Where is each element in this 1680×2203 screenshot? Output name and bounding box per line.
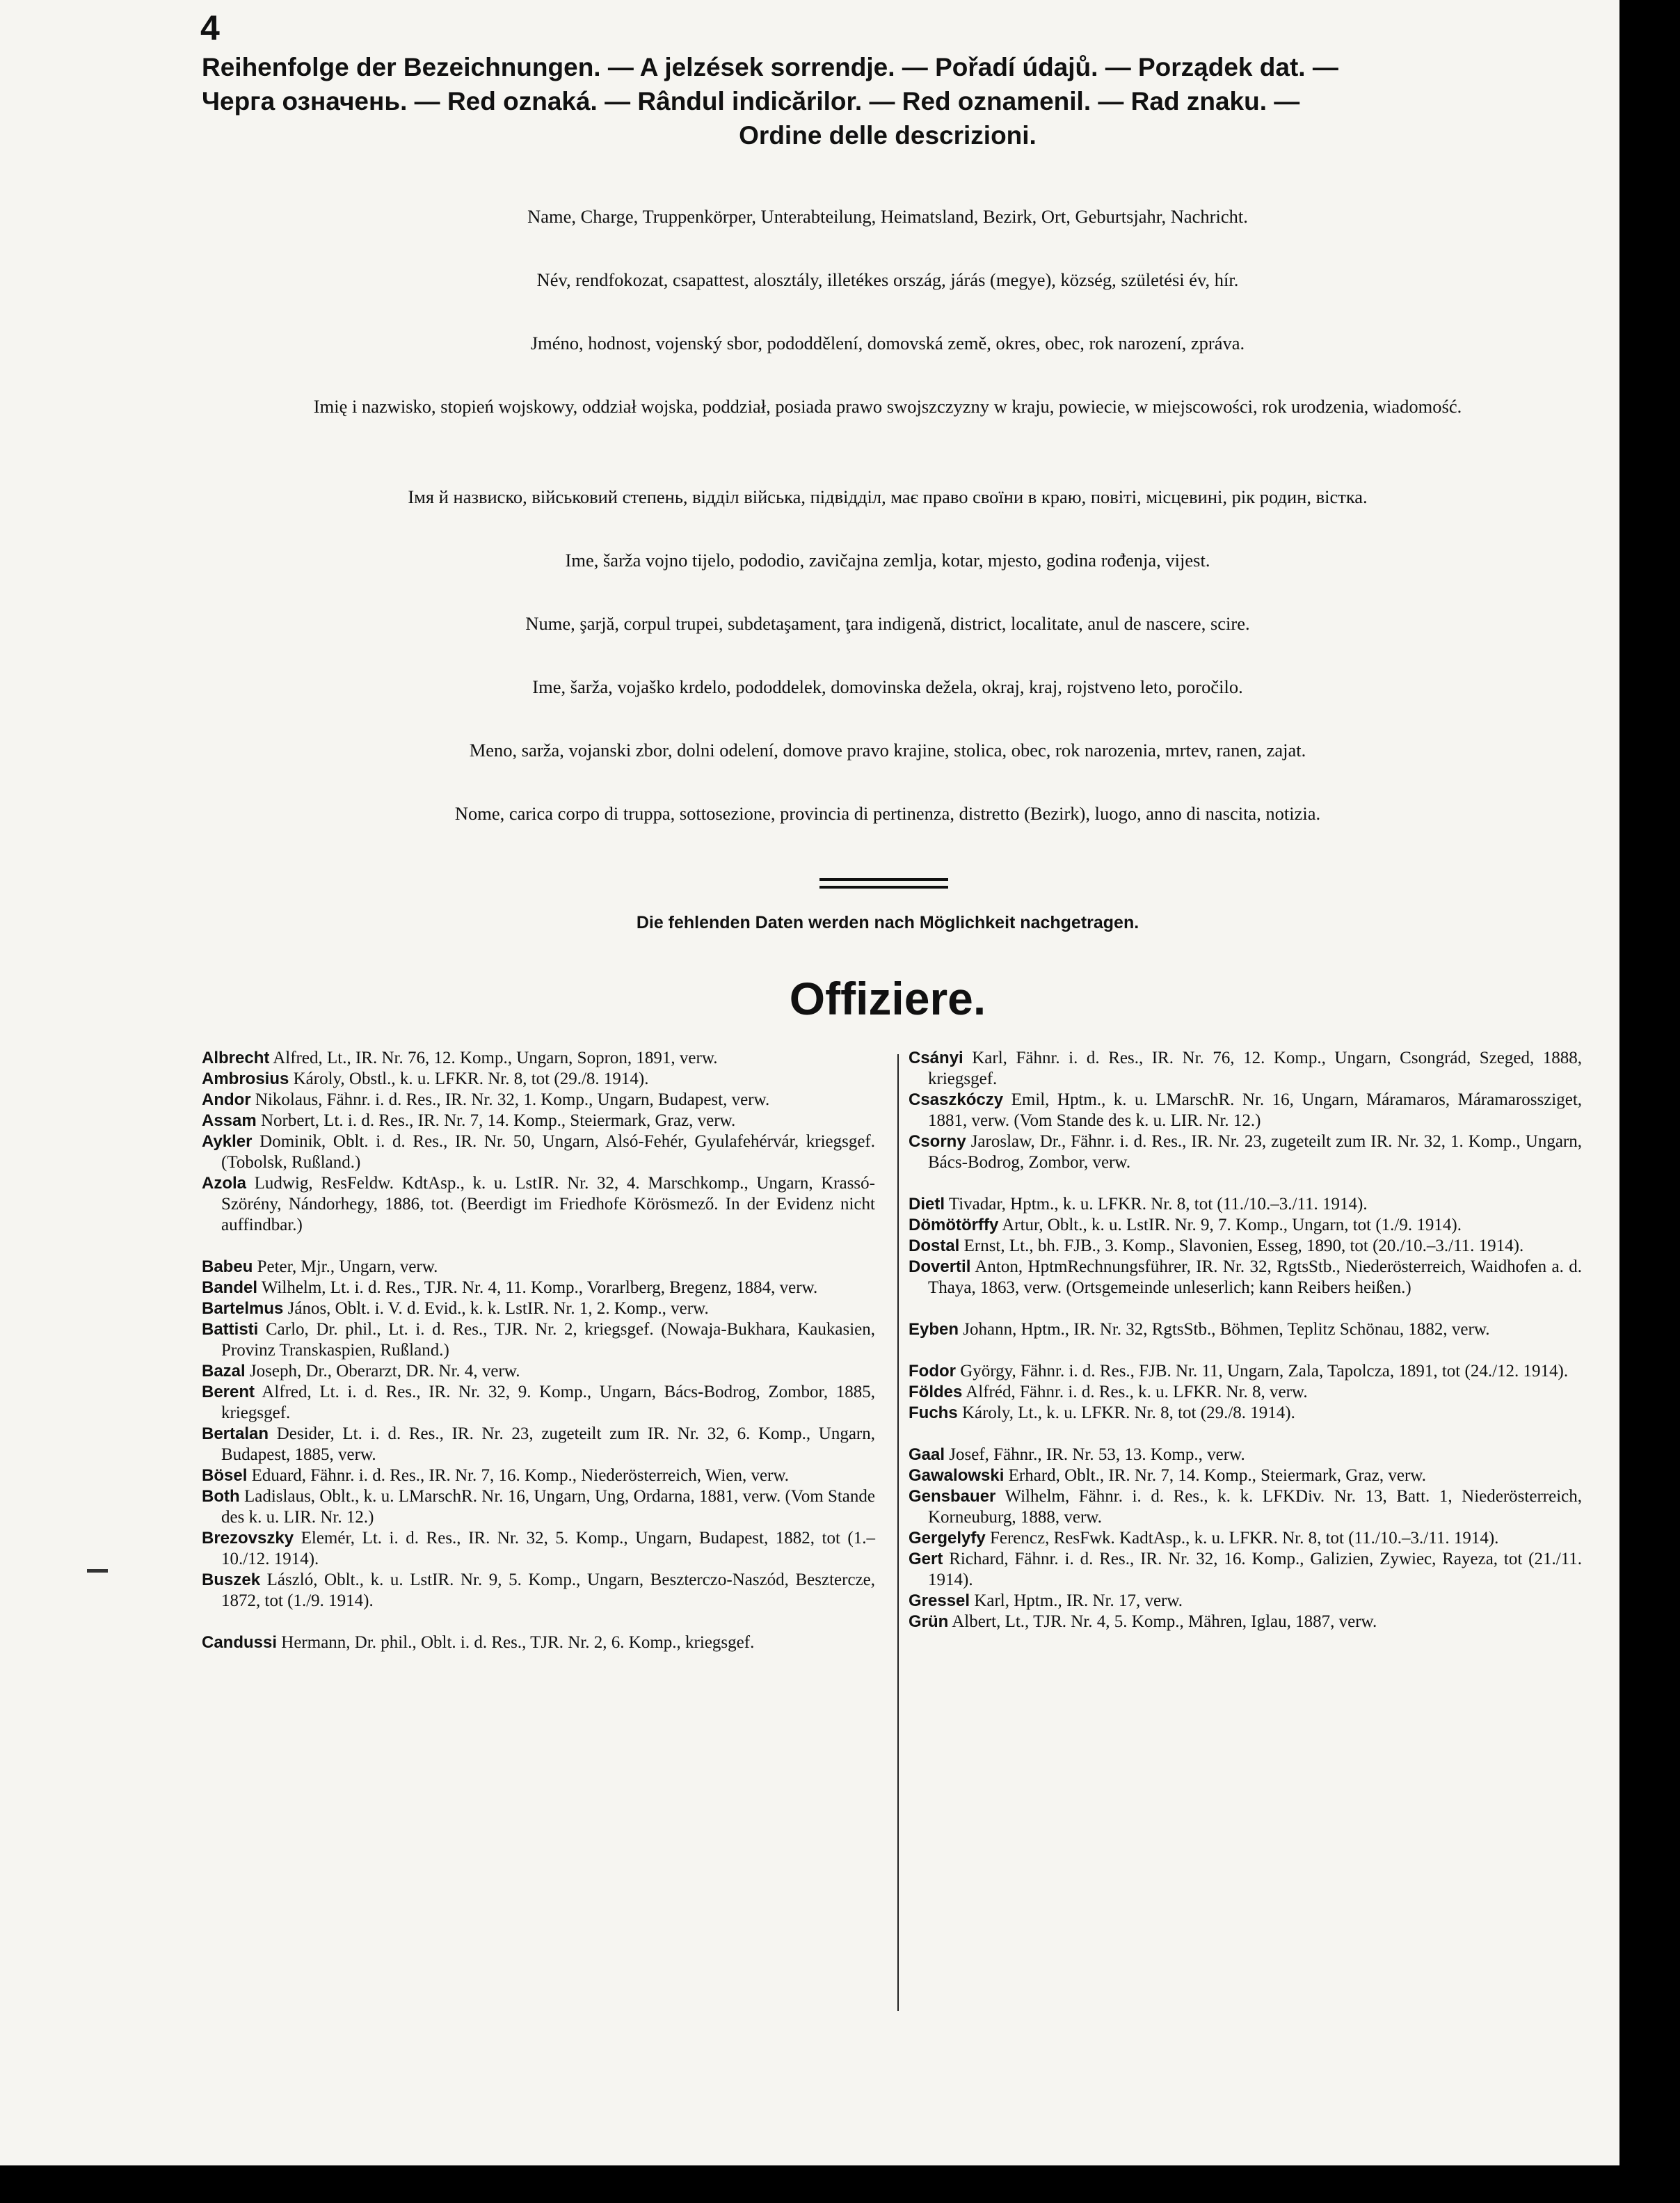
entry-details: Jaroslaw, Dr., Fähnr. i. d. Res., IR. Nr. 23, zugeteilt zum IR. Nr. 32, 1. Komp., Ungarn, Bács-Bodrog, Zombor, verw. <box>928 1132 1582 1172</box>
casualty-entry <box>909 1257 1582 1298</box>
section-title: Offiziere. <box>789 973 986 1024</box>
entry-details: László, Oblt., k. u. LstIR. Nr. 9, 5. Komp., Ungarn, Beszterczo-Naszód, Besztercze, 1872, tot (1./9. 1914). <box>221 1570 875 1610</box>
casualty-entry <box>909 1361 1582 1382</box>
surname: Eyben <box>909 1320 959 1339</box>
casualty-entry <box>909 1549 1582 1591</box>
surname: Both <box>202 1487 240 1506</box>
surname: Gergelyfy <box>909 1529 986 1548</box>
letter-group-gap <box>909 1298 1582 1319</box>
casualty-entry <box>909 1131 1582 1173</box>
entry-details: Ladislaus, Oblt., k. u. LMarschR. Nr. 16, Ungarn, Ung, Ordarna, 1881, verw. (Vom Stande des k. u. LIR. Nr. 12.) <box>221 1487 876 1527</box>
entry-details: Elemér, Lt. i. d. Res., IR. Nr. 32, 5. Komp., Ungarn, Budapest, 1882, tot (1.–10./12. 1914). <box>221 1529 876 1568</box>
entry-details: Joseph, Dr., Oberarzt, DR. Nr. 4, verw. <box>249 1362 520 1381</box>
surname: Fuchs <box>909 1403 958 1422</box>
surname: Gressel <box>909 1591 970 1610</box>
casualty-entry <box>909 1528 1582 1549</box>
casualty-entry <box>202 1382 875 1424</box>
surname: Csorny <box>909 1132 966 1151</box>
casualty-entry <box>909 1090 1582 1131</box>
surname: Gensbauer <box>909 1487 996 1506</box>
entry-details: Alfréd, Fähnr. i. d. Res., k. u. LFKR. Nr. 8, verw. <box>966 1383 1308 1401</box>
casualty-entry <box>909 1236 1582 1257</box>
entry-details: Johann, Hptm., IR. Nr. 32, RgtsStb., Böhmen, Teplitz Schönau, 1882, verw. <box>963 1320 1490 1339</box>
description-romanian: Nume, şarjă, corpul trupei, subdetaşament, ţara indigenă, district, localitate, anul de nascere, scire. <box>525 613 1250 634</box>
field-descriptions <box>202 205 1574 866</box>
entry-details: Karl, Hptm., IR. Nr. 17, verw. <box>974 1591 1183 1610</box>
casualty-entry <box>202 1069 875 1090</box>
casualty-entry <box>909 1591 1582 1612</box>
casualty-entry <box>202 1131 875 1173</box>
letter-group-gap <box>909 1424 1582 1445</box>
casualty-entry <box>202 1298 875 1319</box>
entry-details: Károly, Lt., k. u. LFKR. Nr. 8, tot (29./8. 1914). <box>961 1403 1295 1422</box>
casualty-entry <box>202 1257 875 1278</box>
surname: Gert <box>909 1550 943 1568</box>
column-divider <box>897 1054 899 2011</box>
divider-rule <box>819 886 948 889</box>
casualty-entry <box>909 1048 1582 1090</box>
header-line: Черга означень. — Red oznaká. — Rândul indicărilor. — Red oznamenil. — Rad znaku. — <box>202 87 1300 116</box>
entry-details: Karl, Fähnr. i. d. Res., IR. Nr. 76, 12. Komp., Ungarn, Csongrád, Szeged, 1888, kriegsgef. <box>928 1049 1583 1088</box>
entry-details: Norbert, Lt. i. d. Res., IR. Nr. 7, 14. Komp., Steiermark, Graz, verw. <box>260 1111 736 1130</box>
surname: Berent <box>202 1383 255 1401</box>
casualty-entry <box>202 1319 875 1361</box>
surname: Dovertil <box>909 1257 971 1276</box>
casualty-entry <box>202 1048 875 1069</box>
surname: Bösel <box>202 1466 248 1485</box>
description-slovak: Meno, sarža, vojanski zbor, dolni odelení, domove pravo krajine, stolica, obec, rok narozenia, mrtev, ranen, zajat. <box>469 740 1306 761</box>
surname: Bandel <box>202 1278 258 1297</box>
surname: Bertalan <box>202 1424 269 1443</box>
surname: Csaszkóczy <box>909 1090 1004 1109</box>
entry-details: Anton, HptmRechnungsführer, IR. Nr. 32, RgtsStb., Niederösterreich, Waidhofen a. d. Thaya, 1863, verw. (Ortsgemeinde unleserlich; kann Reibers heißen.) <box>928 1257 1582 1297</box>
casualty-entry <box>909 1194 1582 1215</box>
surname: Földes <box>909 1383 963 1401</box>
casualty-entry <box>202 1278 875 1298</box>
surname: Bazal <box>202 1362 246 1381</box>
entry-details: Artur, Oblt., k. u. LstIR. Nr. 9, 7. Komp., Ungarn, tot (1./9. 1914). <box>1002 1216 1462 1234</box>
entry-details: Wilhelm, Fähnr. i. d. Res., k. k. LFKDiv. Nr. 13, Batt. 1, Niederösterreich, Korneuburg, 1888, verw. <box>928 1487 1582 1527</box>
casualty-entry <box>202 1173 875 1236</box>
surname: Grün <box>909 1612 949 1631</box>
entry-details: Hermann, Dr. phil., Oblt. i. d. Res., TJR. Nr. 2, 6. Komp., kriegsgef. <box>281 1633 755 1652</box>
surname: Azola <box>202 1174 247 1193</box>
casualty-entry <box>202 1486 875 1528</box>
letter-group-gap <box>909 1340 1582 1361</box>
description-croatian: Ime, šarža vojno tijelo, pododio, zavičajna zemlja, kotar, mjesto, godina rođenja, vijest. <box>565 550 1210 571</box>
surname: Bartelmus <box>202 1299 284 1318</box>
entry-details: Erhard, Oblt., IR. Nr. 7, 14. Komp., Steiermark, Graz, verw. <box>1008 1466 1426 1485</box>
description-german: Name, Charge, Truppenkörper, Unterabteilung, Heimatsland, Bezirk, Ort, Geburtsjahr, Nachricht. <box>527 206 1248 227</box>
right-column <box>909 1048 1582 1632</box>
casualty-entry <box>909 1382 1582 1403</box>
surname: Fodor <box>909 1362 956 1381</box>
entry-details: Ludwig, ResFeldw. KdtAsp., k. u. LstIR. Nr. 32, 4. Marschkomp., Ungarn, Krassó-Szörény, Nándorhegy, 1886, tot. (Beerdigt im Friedhofe Körösmező. In der Evidenz nicht auffindbar.) <box>221 1174 875 1234</box>
casualty-entry <box>909 1465 1582 1486</box>
casualty-entry <box>909 1215 1582 1236</box>
header-line: Ordine delle descrizioni. <box>739 121 1037 150</box>
letter-group-gap <box>909 1173 1582 1194</box>
surname: Candussi <box>202 1633 278 1652</box>
surname: Ambrosius <box>202 1069 289 1088</box>
entry-details: Ferencz, ResFwk. KadtAsp., k. u. LFKR. Nr. 8, tot (11./10.–3./11. 1914). <box>989 1529 1499 1548</box>
entry-details: György, Fähnr. i. d. Res., FJB. Nr. 11, Ungarn, Zala, Tapolcza, 1891, tot (24./12. 1914). <box>960 1362 1569 1381</box>
letter-group-gap <box>202 1612 875 1632</box>
surname: Csányi <box>909 1049 963 1067</box>
entry-details: Eduard, Fähnr. i. d. Res., IR. Nr. 7, 16. Komp., Niederösterreich, Wien, verw. <box>251 1466 790 1485</box>
entry-details: Alfred, Lt. i. d. Res., IR. Nr. 32, 9. Komp., Ungarn, Bács-Bodrog, Zombor, 1885, kriegsgef. <box>221 1383 875 1422</box>
surname: Dostal <box>909 1236 960 1255</box>
surname: Gawalowski <box>909 1466 1005 1485</box>
casualty-entry <box>202 1465 875 1486</box>
surname: Gaal <box>909 1445 945 1464</box>
casualty-entry <box>909 1319 1582 1340</box>
entry-details: Peter, Mjr., Ungarn, verw. <box>257 1257 438 1276</box>
entry-details: Josef, Fähnr., IR. Nr. 53, 13. Komp., verw. <box>949 1445 1245 1464</box>
description-polish: Imię i nazwisko, stopień wojskowy, oddział wojska, poddział, posiada prawo swojszczyzny w kraju, powiecie, w miejscowości, rok urodzenia, wiadomość. <box>313 396 1462 417</box>
casualty-entry <box>909 1445 1582 1465</box>
divider-rule <box>819 878 948 881</box>
entry-details: Tivadar, Hptm., k. u. LFKR. Nr. 8, tot (11./10.–3./11. 1914). <box>948 1195 1368 1214</box>
casualty-entry <box>202 1090 875 1111</box>
casualty-entry <box>202 1361 875 1382</box>
surname: Brezovszky <box>202 1529 294 1548</box>
surname: Dietl <box>909 1195 945 1214</box>
entry-details: Desider, Lt. i. d. Res., IR. Nr. 23, zugeteilt zum IR. Nr. 32, 6. Komp., Ungarn, Budapest, 1885, verw. <box>221 1424 876 1464</box>
casualty-entry <box>909 1403 1582 1424</box>
left-column <box>202 1048 875 1653</box>
entry-details: Wilhelm, Lt. i. d. Res., TJR. Nr. 4, 11. Komp., Vorarlberg, Bregenz, 1884, verw. <box>261 1278 818 1297</box>
entry-details: Albert, Lt., TJR. Nr. 4, 5. Komp., Mähren, Iglau, 1887, verw. <box>952 1612 1377 1631</box>
entry-details: Dominik, Oblt. i. d. Res., IR. Nr. 50, Ungarn, Alsó-Fehér, Gyulafehérvár, kriegsgef. (Tobolsk, Rußland.) <box>221 1132 876 1172</box>
casualty-entry <box>909 1612 1582 1632</box>
surname: Albrecht <box>202 1049 270 1067</box>
header-block <box>202 50 1574 152</box>
casualty-entry <box>202 1528 875 1570</box>
surname: Andor <box>202 1090 251 1109</box>
surname: Assam <box>202 1111 257 1130</box>
surname: Babeu <box>202 1257 253 1276</box>
casualty-entry <box>202 1570 875 1612</box>
description-italian: Nome, carica corpo di truppa, sottosezione, provincia di pertinenza, distretto (Bezirk), luogo, anno di nascita, notizia. <box>454 803 1321 824</box>
header-line: Reihenfolge der Bezeichnungen. — A jelzések sorrendje. — Pořadí údajů. — Porządek dat. — <box>202 53 1338 81</box>
page-number: 4 <box>200 8 220 47</box>
surname: Buszek <box>202 1570 261 1589</box>
surname: Aykler <box>202 1132 253 1151</box>
entry-details: Carlo, Dr. phil., Lt. i. d. Res., TJR. Nr. 2, kriegsgef. (Nowaja-Bukhara, Kaukasien, Provinz Transkaspien, Rußland.) <box>221 1320 876 1360</box>
casualty-entry <box>909 1486 1582 1528</box>
casualty-entry <box>202 1424 875 1465</box>
entry-details: Emil, Hptm., k. u. LMarschR. Nr. 16, Ungarn, Máramaros, Máramarossziget, 1881, verw. (Vom Stande des k. u. LIR. Nr. 12.) <box>928 1090 1583 1130</box>
description-hungarian: Név, rendfokozat, csapattest, alosztály, illetékes ország, járás (megye), község, születési év, hír. <box>536 269 1239 290</box>
description-ukrainian: Імя й назвиско, військовий степень, відділ війська, підвідділ, має право своїни в краю, повіті, місцевині, рік родин, вістка. <box>408 486 1368 507</box>
surname: Dömötörffy <box>909 1216 999 1234</box>
casualty-entry <box>202 1111 875 1131</box>
entry-details: Alfred, Lt., IR. Nr. 76, 12. Komp., Ungarn, Sopron, 1891, verw. <box>273 1049 718 1067</box>
entry-details: Richard, Fähnr. i. d. Res., IR. Nr. 32, 16. Komp., Galizien, Zywiec, Rayeza, tot (21./11. 1914). <box>928 1550 1583 1589</box>
entry-details: Nikolaus, Fähnr. i. d. Res., IR. Nr. 32, 1. Komp., Ungarn, Budapest, verw. <box>255 1090 770 1109</box>
entry-details: János, Oblt. i. V. d. Evid., k. k. LstIR. Nr. 1, 2. Komp., verw. <box>287 1299 709 1318</box>
description-slovene: Ime, šarža, vojaško krdelo, pododdelek, domovinska dežela, okraj, kraj, rojstveno leto, poročilo. <box>532 676 1243 697</box>
entry-details: Károly, Obstl., k. u. LFKR. Nr. 8, tot (29./8. 1914). <box>293 1069 649 1088</box>
casualty-entry <box>202 1632 875 1653</box>
entry-details: Ernst, Lt., bh. FJB., 3. Komp., Slavonien, Esseg, 1890, tot (20./10.–3./11. 1914). <box>963 1236 1524 1255</box>
description-czech: Jméno, hodnost, vojenský sbor, pododdělení, domovská země, okres, obec, rok narození, zpráva. <box>530 333 1245 353</box>
letter-group-gap <box>202 1236 875 1257</box>
margin-mark <box>87 1569 108 1573</box>
missing-data-note: Die fehlenden Daten werden nach Möglichkeit nachgetragen. <box>636 913 1139 932</box>
surname: Battisti <box>202 1320 259 1339</box>
